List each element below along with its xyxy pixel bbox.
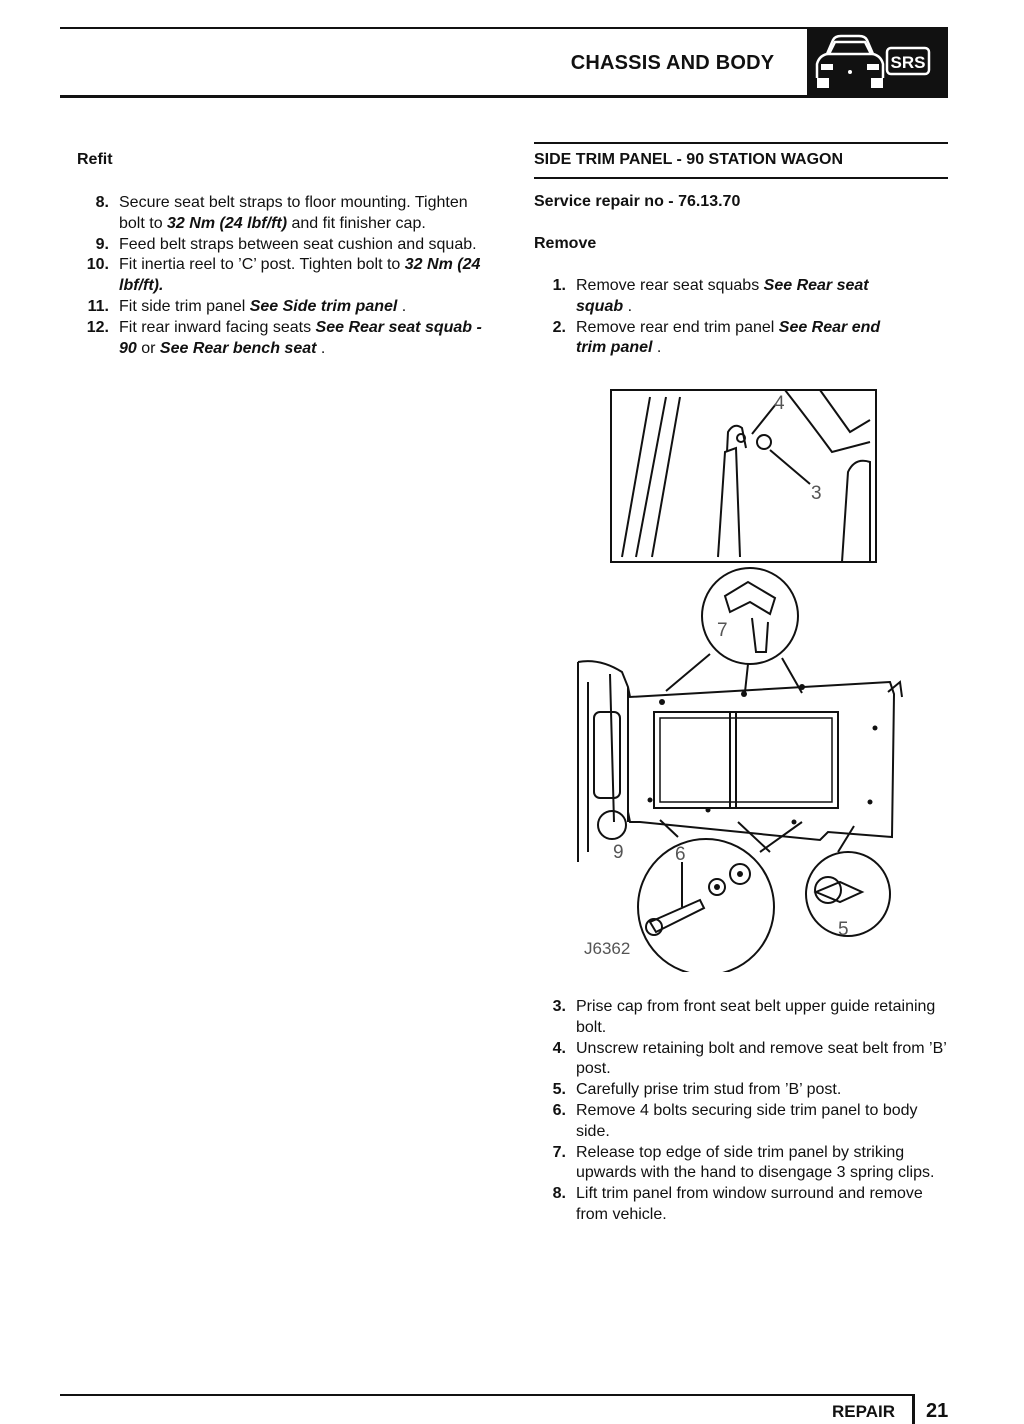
step-number: 8.	[95, 194, 109, 211]
footer-section-label: REPAIR	[832, 1402, 895, 1421]
list-item	[534, 1184, 954, 1226]
step-text: Fit side trim panel	[119, 297, 250, 315]
step-text: .	[623, 297, 633, 315]
step-text: Prise cap from front seat belt upper guide retaining bolt.	[576, 998, 936, 1036]
list-item	[534, 1101, 954, 1143]
step-number: 7.	[552, 1143, 566, 1161]
list-item	[77, 193, 497, 235]
callout-6: 6	[675, 844, 686, 865]
step-text: Secure seat belt straps to floor mounting. Tighten bolt to	[119, 194, 468, 232]
remove-steps-after	[534, 997, 954, 1226]
footer-rule	[60, 1394, 914, 1396]
callout-3: 3	[811, 483, 822, 504]
list-item	[534, 318, 914, 360]
footer-page-number: 21	[926, 1400, 949, 1422]
step-text: Release top edge of side trim panel by striking upwards with the hand to disengage 3 spring clips.	[576, 1143, 935, 1182]
step-text: Remove rear seat squabs	[576, 277, 764, 294]
list-item	[77, 297, 497, 318]
step-text: or	[136, 339, 160, 357]
step-number: 3.	[552, 998, 566, 1015]
section-bottom-rule	[534, 177, 948, 179]
step-number: 2.	[552, 318, 566, 336]
footer-divider	[912, 1394, 915, 1424]
step-number: 11.	[87, 297, 109, 315]
srs-logo	[807, 28, 948, 97]
refit-steps	[77, 193, 497, 359]
cross-reference: 32 Nm (24 lbf/ft)	[167, 214, 288, 232]
refit-heading: Refit	[77, 151, 113, 168]
header-title: CHASSIS AND BODY	[570, 52, 775, 74]
list-item	[77, 318, 497, 360]
trim-panel-illustration	[570, 382, 910, 972]
list-item	[77, 235, 497, 256]
step-number: 6.	[552, 1101, 566, 1119]
step-text: Lift trim panel from window surround and remove from vehicle.	[576, 1185, 923, 1223]
srs-badge-text: SRS	[890, 53, 926, 72]
callout-7: 7	[717, 620, 728, 641]
cross-reference: See Side trim panel	[249, 297, 398, 315]
section-title: SIDE TRIM PANEL - 90 STATION WAGON	[534, 151, 844, 168]
step-number: 4.	[552, 1039, 566, 1057]
step-text: Fit inertia reel to ’C’ post. Tighten bolt to	[119, 256, 405, 274]
cross-reference: See Rear bench seat	[159, 339, 317, 357]
cross-reference: See Rear end trim panel	[576, 318, 881, 357]
cross-reference: 32 Nm (24 lbf/ft).	[119, 256, 481, 295]
section-top-rule	[534, 142, 948, 144]
step-text: Remove rear end trim panel	[576, 318, 779, 336]
service-repair-number: Service repair no - 76.13.70	[534, 193, 741, 210]
step-text: Carefully prise trim stud from ’B’ post.	[576, 1081, 842, 1099]
step-number: 8.	[552, 1185, 566, 1203]
cross-reference: See Rear seat squab	[576, 277, 869, 315]
list-item	[534, 1039, 954, 1081]
step-text: Fit rear inward facing seats	[119, 318, 316, 336]
list-item	[534, 1143, 954, 1185]
callout-9: 9	[613, 842, 624, 863]
list-item	[77, 255, 497, 297]
remove-heading: Remove	[534, 235, 597, 252]
step-text: Unscrew retaining bolt and remove seat belt from ’B’ post.	[576, 1039, 947, 1078]
step-number: 12.	[86, 318, 109, 336]
callout-4: 4	[774, 393, 785, 414]
step-text: .	[652, 339, 662, 357]
step-text: Remove 4 bolts securing side trim panel to body side.	[576, 1101, 918, 1140]
figure-reference: J6362	[584, 939, 631, 958]
list-item	[534, 997, 954, 1039]
step-text: and fit finisher cap.	[287, 214, 426, 232]
cross-reference: See Rear seat squab - 90	[119, 318, 482, 357]
step-number: 1.	[552, 277, 566, 294]
step-number: 5.	[552, 1081, 566, 1099]
step-number: 10.	[86, 256, 109, 274]
car-srs-icon	[807, 28, 948, 97]
step-text: .	[316, 339, 326, 357]
list-item	[534, 276, 914, 318]
list-item	[534, 1080, 954, 1101]
callout-5: 5	[838, 919, 849, 940]
step-text: Feed belt straps between seat cushion and squab.	[119, 235, 477, 253]
step-text: .	[397, 297, 407, 315]
step-number: 9.	[95, 235, 109, 253]
remove-steps-before	[534, 276, 914, 359]
